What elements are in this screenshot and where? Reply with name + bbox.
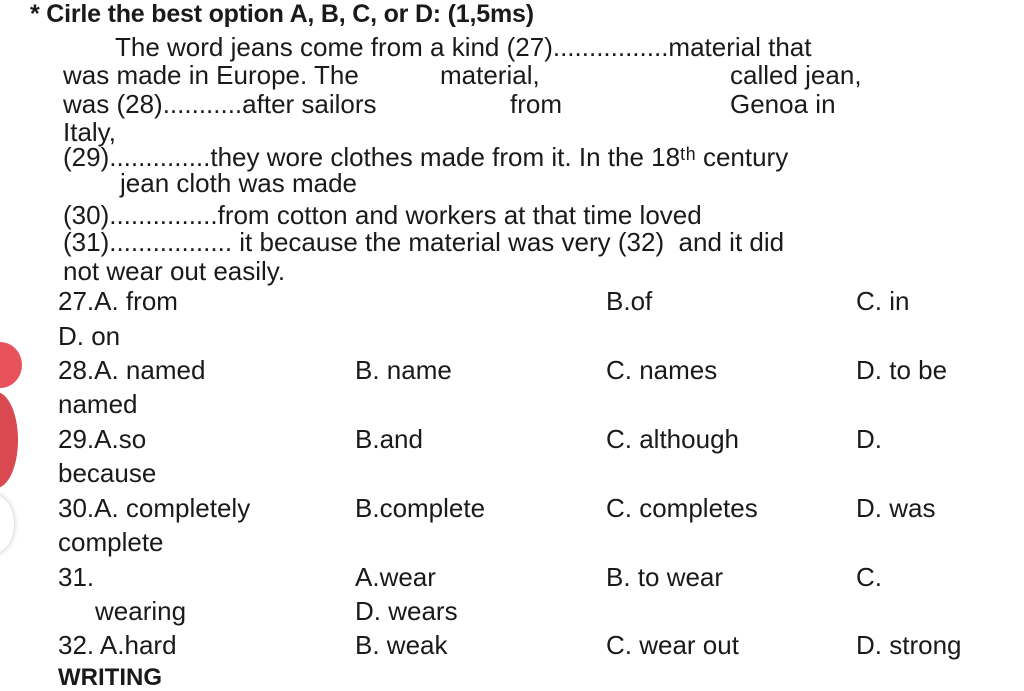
option-32-b[interactable]: B. weak [355, 630, 448, 660]
option-28-d-cont[interactable]: named [58, 389, 138, 419]
passage-line-2c: called jean, [730, 60, 862, 90]
option-31-b[interactable]: B. to wear [606, 562, 724, 592]
option-27-b[interactable]: B.of [606, 286, 653, 316]
passage-line-3a: was (28)...........after sailors [63, 89, 377, 119]
option-30-d[interactable]: D. was [856, 493, 936, 523]
passage-line-5: (29)..............they wore clothes made from it. In the 18ᵗʰ century [63, 142, 789, 172]
option-27-c[interactable]: C. in [856, 286, 910, 316]
option-32-d[interactable]: D. strong [856, 630, 962, 660]
passage-line-2a: was made in Europe. The [63, 60, 359, 90]
side-tab-red[interactable] [0, 342, 22, 388]
option-29-c[interactable]: C. although [606, 424, 739, 454]
passage-line-3b: from [510, 89, 562, 119]
option-28-a[interactable]: 28.A. named [58, 355, 206, 385]
option-31-c[interactable]: C. [856, 562, 882, 592]
option-32-c[interactable]: C. wear out [606, 630, 739, 660]
option-31-d[interactable]: D. wears [355, 596, 458, 626]
option-29-a[interactable]: 29.A.so [58, 424, 147, 454]
option-30-c[interactable]: C. completes [606, 493, 758, 523]
option-28-d[interactable]: D. to be [856, 355, 948, 385]
option-30-d-cont[interactable]: complete [58, 527, 164, 557]
option-30-b[interactable]: B.complete [355, 493, 486, 523]
passage-line-3c: Genoa in [730, 89, 836, 119]
option-28-c[interactable]: C. names [606, 355, 718, 385]
option-29-b[interactable]: B.and [355, 424, 423, 454]
passage-line-1: The word jeans come from a kind (27)................material that [115, 32, 812, 62]
side-tab-white[interactable] [0, 494, 14, 554]
writing-section-heading: WRITING [58, 664, 162, 691]
option-29-d[interactable]: D. [856, 424, 882, 454]
option-27-d[interactable]: D. on [58, 321, 121, 351]
passage-line-7: (30)...............from cotton and workers at that time loved [63, 200, 702, 230]
option-31-wearing[interactable]: wearing [95, 596, 187, 626]
option-29-d-cont[interactable]: because [58, 458, 157, 488]
instruction-heading: * Cirle the best option A, B, C, or D: (1,5ms) [30, 0, 534, 28]
option-28-b[interactable]: B. name [355, 355, 452, 385]
passage-line-4: Italy, [63, 117, 116, 147]
option-30-a[interactable]: 30.A. completely [58, 493, 251, 523]
option-31-a[interactable]: A.wear [355, 562, 436, 592]
side-tab-dark-red[interactable] [0, 392, 18, 488]
passage-line-8: (31)................. it because the material was very (32) and it did [63, 227, 785, 257]
option-32-a[interactable]: 32. A.hard [58, 630, 177, 660]
passage-line-9: not wear out easily. [63, 256, 286, 286]
passage-line-6: jean cloth was made [120, 168, 358, 198]
passage-line-2b: material, [440, 60, 540, 90]
option-27-a[interactable]: 27.A. from [58, 286, 178, 316]
question-31-number: 31. [58, 562, 95, 592]
